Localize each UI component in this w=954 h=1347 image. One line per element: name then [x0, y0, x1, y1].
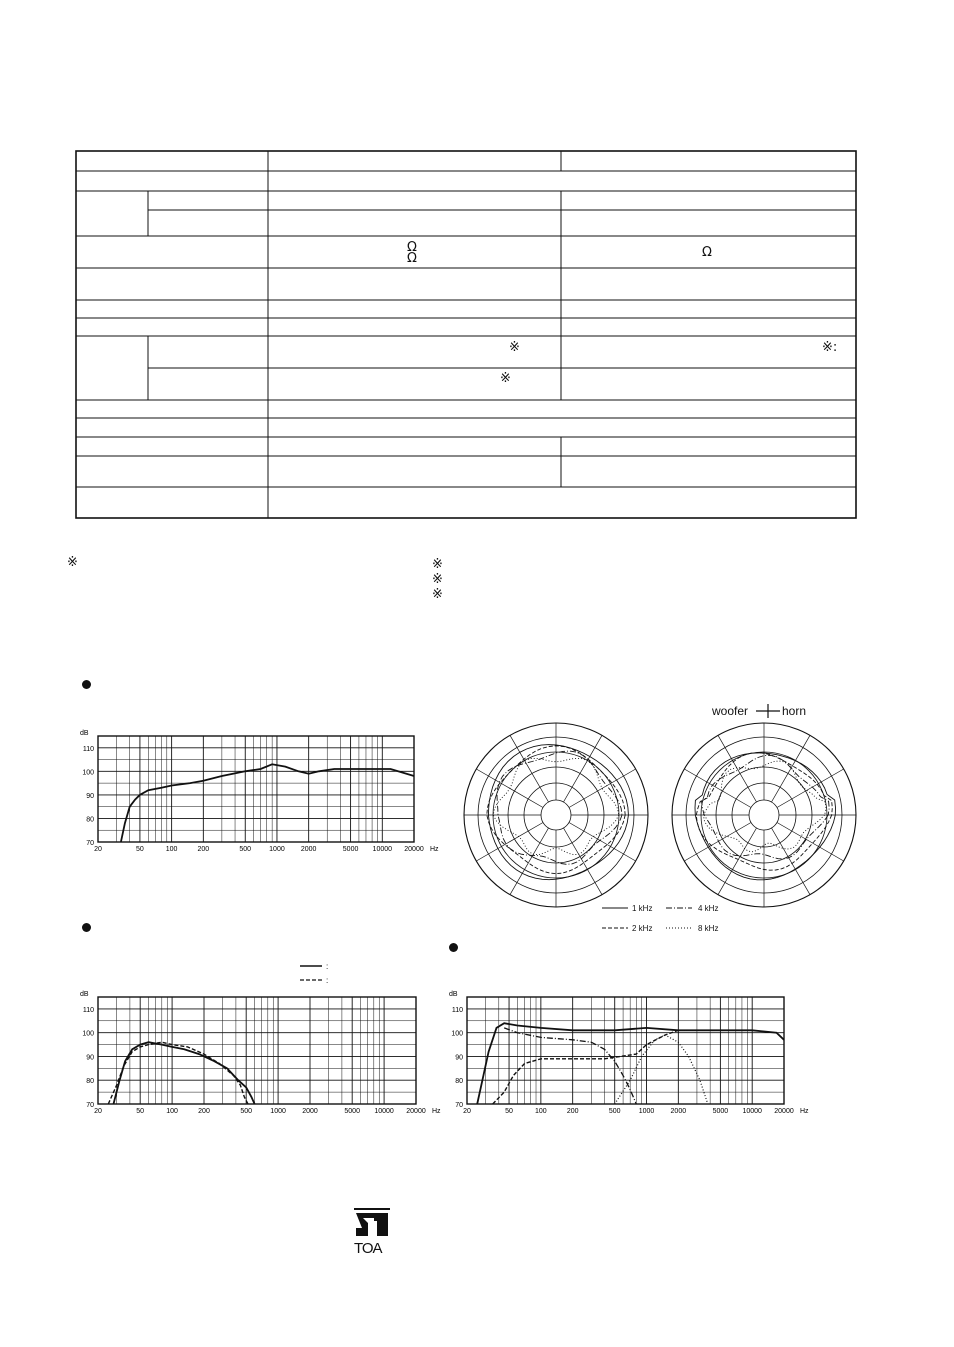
y-tick-label: 70: [86, 1102, 94, 1109]
y-tick-label: 100: [82, 769, 94, 777]
x-tick-label: 2000: [300, 846, 317, 853]
legend-4khz: 4 kHz: [698, 904, 719, 913]
x-tick-label: 500: [240, 1108, 253, 1115]
svg-text::: :: [326, 962, 329, 971]
x-tick-label: 1000: [269, 846, 285, 853]
y-tick-label: 110: [82, 745, 94, 753]
y-tick-label: 80: [86, 1078, 94, 1086]
polar-legend: [598, 900, 768, 936]
x-tick-label: 20: [94, 846, 102, 853]
polar-ring: [541, 800, 571, 830]
horn-label: horn: [782, 704, 807, 718]
footnote-mark: ※: [67, 555, 78, 570]
y-tick-label: 90: [86, 792, 94, 800]
x-tick-label: 50: [505, 1108, 513, 1115]
x-tick-label: 2000: [302, 1108, 318, 1115]
x-tick-label: 10000: [374, 1108, 394, 1115]
y-unit-label: dB: [80, 730, 89, 737]
woofer-label: woofer: [712, 704, 749, 718]
x-tick-label: 20000: [774, 1108, 794, 1115]
x-tick-label: 5000: [342, 846, 359, 853]
y-unit-label: dB: [80, 991, 89, 998]
y-tick-label: 90: [86, 1054, 94, 1062]
logo-text: TOA: [354, 1240, 382, 1257]
ohm-symbol: Ω: [407, 251, 417, 266]
polar-diagram-right: [672, 723, 856, 907]
footnote-mark: ※: [432, 572, 443, 587]
x-tick-label: 50: [136, 1108, 145, 1115]
svg-text::: :: [326, 976, 329, 985]
woofer-horn-axis-icon: [755, 703, 781, 719]
ohm-symbol: Ω: [407, 240, 417, 255]
x-tick-label: 5000: [712, 1108, 729, 1115]
y-tick-label: 80: [455, 1078, 463, 1086]
legend-1khz: 1 kHz: [632, 904, 653, 913]
polar-response-curve: [702, 755, 830, 859]
x-tick-label: 1000: [638, 1108, 655, 1115]
footnote-mark: ※: [432, 557, 443, 572]
y-tick-label: 90: [455, 1054, 463, 1062]
polar-diagram-left: [464, 723, 648, 907]
x-tick-label: 20000: [406, 1108, 426, 1115]
legend-2khz: 2 kHz: [632, 924, 653, 933]
x-unit-label: Hz: [430, 846, 439, 853]
ohm-symbol: Ω: [702, 245, 712, 260]
x-tick-label: 200: [197, 846, 210, 853]
y-tick-label: 100: [451, 1030, 463, 1038]
y-tick-label: 110: [82, 1006, 94, 1014]
footnote-mark: ※: [432, 587, 443, 602]
y-tick-label: 100: [82, 1030, 94, 1038]
x-tick-label: 50: [136, 846, 144, 853]
x-tick-label: 5000: [344, 1108, 360, 1115]
y-tick-label: 70: [455, 1102, 463, 1109]
x-unit-label: Hz: [800, 1108, 809, 1115]
polar-response-curve: [488, 745, 628, 880]
x-tick-label: 20: [94, 1108, 102, 1115]
toa-logo-icon: [354, 1208, 390, 1238]
x-tick-label: 100: [165, 846, 178, 853]
x-tick-label: 200: [566, 1108, 579, 1115]
x-unit-label: Hz: [432, 1108, 441, 1115]
x-tick-label: 10000: [372, 846, 393, 853]
y-tick-label: 80: [86, 816, 94, 824]
y-tick-label: 70: [86, 840, 94, 847]
x-tick-label: 20000: [404, 846, 424, 853]
note-mark: ※: [500, 371, 511, 386]
x-tick-label: 200: [198, 1108, 210, 1115]
y-unit-label: dB: [449, 991, 458, 998]
polar-ring: [749, 800, 779, 830]
legend-8khz: 8 kHz: [698, 924, 719, 933]
x-tick-label: 10000: [742, 1108, 762, 1115]
x-tick-label: 100: [166, 1108, 178, 1115]
x-tick-label: 1000: [270, 1108, 286, 1115]
x-tick-label: 500: [239, 846, 252, 853]
x-tick-label: 500: [608, 1108, 621, 1115]
note-mark: ※: [509, 340, 520, 355]
note-mark: ※:: [822, 340, 838, 355]
x-tick-label: 100: [535, 1108, 547, 1115]
x-tick-label: 20: [463, 1108, 471, 1115]
x-tick-label: 2000: [670, 1108, 687, 1115]
y-tick-label: 110: [451, 1006, 463, 1014]
